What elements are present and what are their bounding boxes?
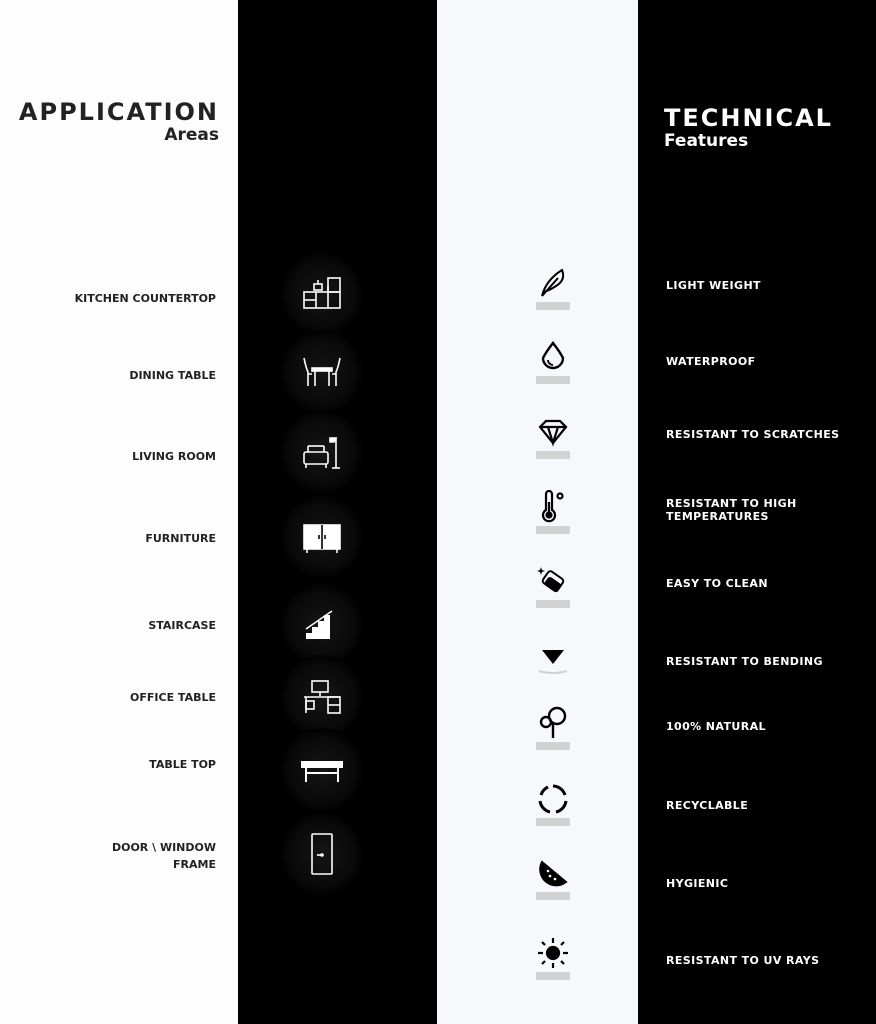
living-room-sofa-icon: [280, 410, 364, 494]
diamond-icon: [533, 415, 573, 459]
water-drop-icon: [533, 340, 573, 384]
recycle-shadow: [536, 818, 570, 826]
technical-icons-column: [437, 0, 638, 1024]
application-labels-column: [0, 0, 238, 1024]
application-label-furniture: FURNITURE: [145, 532, 216, 545]
feather-icon: [533, 266, 573, 310]
table-top-icon: [280, 728, 364, 812]
cleaning-sponge-icon: [533, 564, 573, 608]
application-heading: [19, 100, 219, 144]
application-title: APPLICATION: [18, 98, 219, 126]
office-desk-icon: [280, 655, 364, 739]
technical-labels-column: [638, 0, 876, 1024]
feather-shadow: [536, 302, 570, 310]
technical-label-easy-to-clean: EASY TO CLEAN: [666, 577, 768, 590]
technical-label-uv-rays: RESISTANT TO UV RAYS: [666, 954, 820, 967]
thermometer-icon: [533, 490, 573, 534]
application-label-table-top: TABLE TOP: [149, 758, 216, 771]
technical-subtitle: Features: [664, 131, 749, 151]
sun-uv-icon: [533, 936, 573, 980]
natural-leaf-icon: [533, 706, 573, 750]
application-subtitle: Areas: [164, 125, 219, 145]
technical-label-recyclable: RECYCLABLE: [666, 799, 749, 812]
application-label-door-window-frame: DOOR \ WINDOW FRAME: [111, 841, 216, 871]
technical-label-light-weight: LIGHT WEIGHT: [666, 279, 761, 292]
bending-arrow-icon: [533, 642, 573, 676]
application-icons-column: [238, 0, 437, 1024]
water-drop-shadow: [536, 376, 570, 384]
application-label-dining-table: DINING TABLE: [129, 369, 216, 382]
application-label-office-table: OFFICE TABLE: [130, 691, 216, 704]
cabinet-furniture-icon: [280, 495, 364, 579]
thermometer-shadow: [536, 526, 570, 534]
kitchen-cabinet-icon: [280, 252, 364, 336]
natural-leaf-shadow: [536, 742, 570, 750]
recycle-icon: [533, 782, 573, 826]
application-label-living-room: LIVING ROOM: [132, 450, 216, 463]
sun-uv-shadow: [536, 972, 570, 980]
technical-title: TECHNICAL: [664, 104, 833, 132]
watermelon-shadow: [536, 892, 570, 900]
dining-table-icon: [280, 330, 364, 414]
technical-label-high-temperatures: RESISTANT TO HIGH TEMPERATURES: [666, 497, 797, 523]
technical-heading: [664, 106, 833, 150]
technical-label-scratches: RESISTANT TO SCRATCHES: [666, 428, 840, 441]
cleaning-sponge-shadow: [536, 600, 570, 608]
technical-label-hygienic: HYGIENIC: [666, 877, 729, 890]
application-label-kitchen-countertop: KITCHEN COUNTERTOP: [74, 292, 216, 305]
technical-label-waterproof: WATERPROOF: [666, 355, 756, 368]
technical-label-natural: 100% NATURAL: [666, 720, 766, 733]
application-label-staircase: STAIRCASE: [148, 619, 216, 632]
diamond-shadow: [536, 451, 570, 459]
watermelon-icon: [533, 856, 573, 900]
door-frame-icon: [280, 812, 364, 896]
technical-label-bending: RESISTANT TO BENDING: [666, 655, 823, 668]
